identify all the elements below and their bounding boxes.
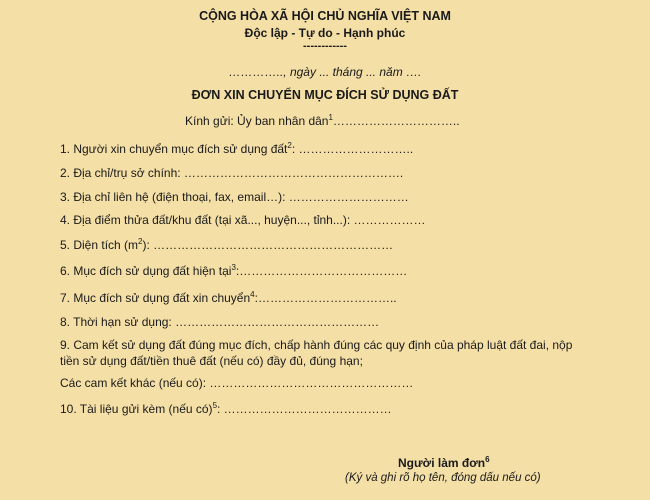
date-line: ………….., ngày ... tháng ... năm ….: [228, 65, 422, 79]
field-applicant: 1. Người xin chuyển mục đích sử dụng đất$^2$: ………………………..: [60, 141, 414, 156]
footnote-marker: 6: [485, 455, 490, 464]
footnote-marker: 2: [138, 237, 143, 246]
field-new-purpose: 7. Mục đích sử dụng đất xin chuyển$^4$:……………………………..: [60, 290, 397, 305]
field-duration: 8. Thời hạn sử dụng: ……………………………………………: [60, 315, 380, 329]
addressee-label: Kính gửi: Ủy ban nhân dân: [185, 114, 329, 128]
signature-note: (Ký và ghi rõ họ tên, đóng dấu nếu có): [345, 472, 541, 484]
field-contact: 3. Địa chỉ liên hệ (điện thoại, fax, email…): …………………………: [60, 190, 409, 204]
field-current-purpose: 6. Mục đích sử dụng đất hiện tại$^3$:……………………………………: [60, 263, 408, 278]
signature-title: Người làm đơn$^6$: [398, 455, 490, 470]
footnote-marker: 3: [231, 263, 236, 272]
field-other-commitments: Các cam kết khác (nếu có): ……………………………………………: [60, 376, 414, 390]
addressee-line: [185, 114, 460, 128]
footnote-marker: 1: [328, 113, 333, 122]
field-commitment: 9. Cam kết sử dụng đất đúng mục đích, chấp hành đúng các quy định của pháp luật đất đai, nộp tiền sử dụng đất/tiền thuê đất (nếu có) đầy đủ, đúng hạn;: [60, 338, 573, 368]
form-title: ĐƠN XIN CHUYỂN MỤC ĐÍCH SỬ DỤNG ĐẤT: [191, 88, 459, 102]
field-area: 5. Diện tích $(m^2)$: ……………………………………………………: [60, 237, 394, 252]
field-address: 2. Địa chỉ/trụ sở chính: ……………………………………………….: [60, 166, 404, 180]
national-motto: Độc lập - Tự do - Hạnh phúc: [244, 26, 406, 40]
footnote-marker: 4: [250, 290, 255, 299]
footnote-marker: 5: [212, 401, 218, 410]
header-divider: ------------: [303, 40, 347, 52]
footnote-marker: 2: [287, 141, 292, 150]
field-location: 4. Địa điểm thửa đất/khu đất (tại xã..., huyện..., tỉnh...): ………………: [60, 213, 426, 227]
country-name: CỘNG HÒA XÃ HỘI CHỦ NGHĨA VIỆT NAM: [199, 9, 451, 23]
field-attachments: 10. Tài liệu gửi kèm (nếu có)$^5$: ……………………………………: [60, 401, 392, 416]
addressee-blank: …………………………..: [332, 114, 460, 128]
